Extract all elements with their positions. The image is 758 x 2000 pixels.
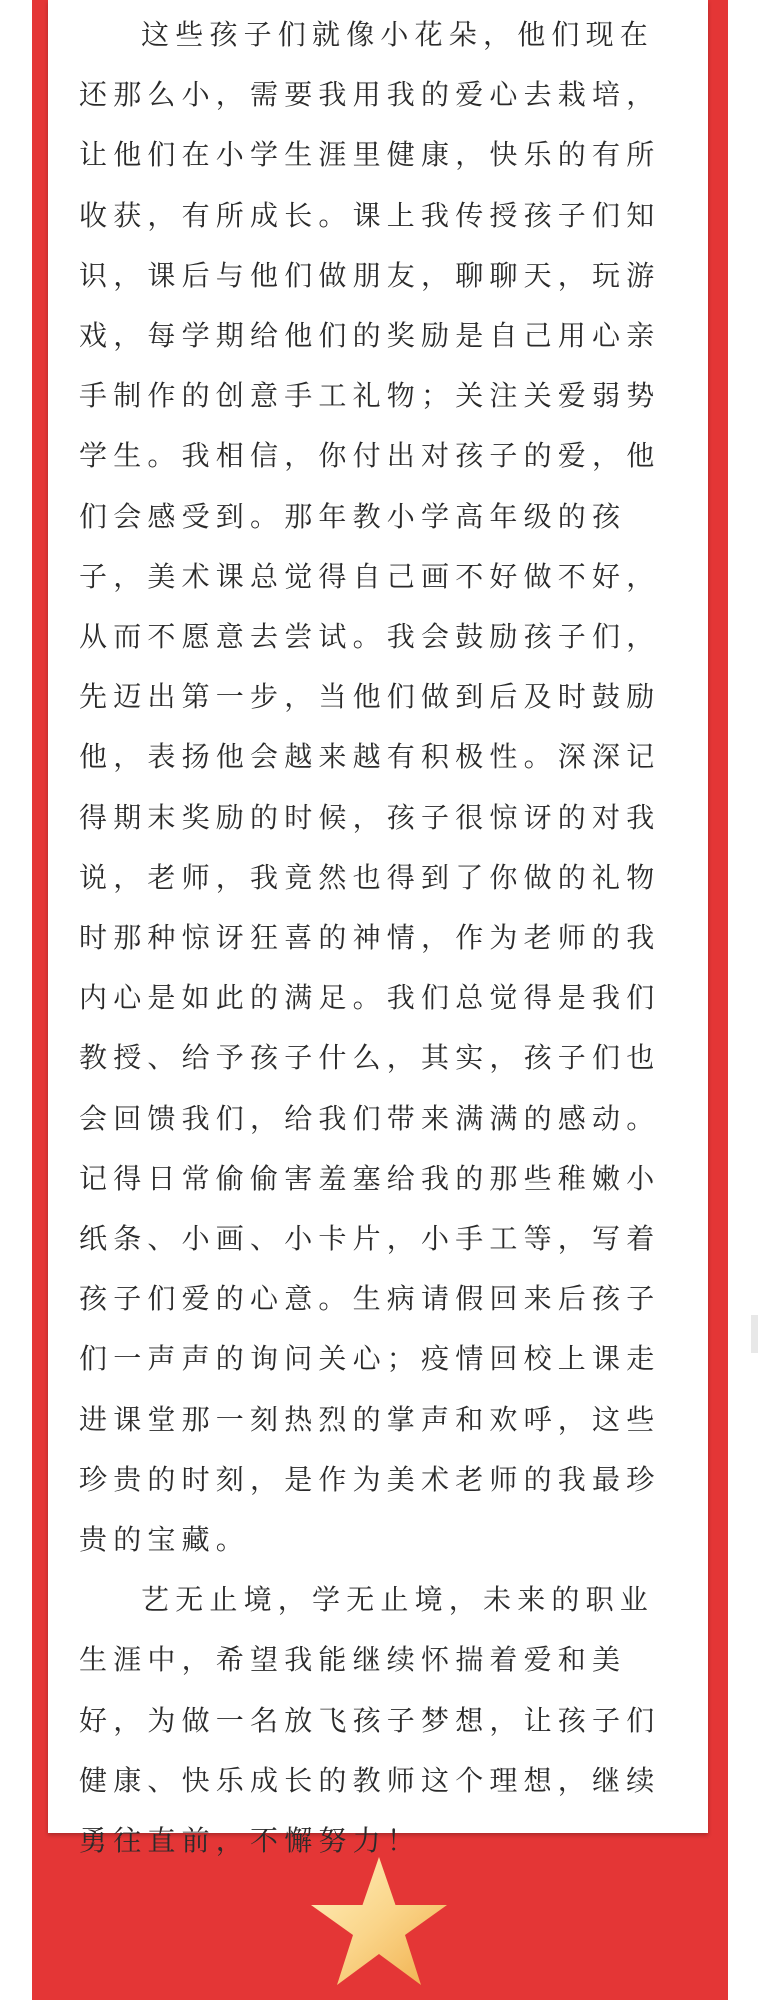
paragraph-2: 艺无止境，学无止境，未来的职业生涯中，希望我能继续怀揣着爱和美好，为做一名放飞孩子梦想，让孩子们健康、快乐成长的教师这个理想，继续勇往直前，不懈努力！: [79, 1583, 661, 1858]
star-icon: [308, 1855, 450, 1990]
paragraph-1: 这些孩子们就像小花朵，他们现在还那么小，需要我用我的爱心去栽培，让他们在小学生涯里健康，快乐的有所收获，有所成长。课上我传授孩子们知识，课后与他们做朋友，聊聊天，玩游戏，每学期给他们的奖励是自己用心亲手制作的创意手工礼物；关注关爱弱势学生。我相信，你付出对孩子的爱，他们会感受到。那年教小学高年级的孩子，美术课总觉得自己画不好做不好，从而不愿意去尝试。我会鼓励孩子们，先迈出第一步，当他们做到后及时鼓励他，表扬他会越来越有积极性。深深记得期末奖励的时候，孩子很惊讶的对我说，老师，我竟然也得到了你做的礼物时那种惊讶狂喜的神情，作为老师的我内心是如此的满足。我们总觉得是我们教授、给予孩子什么，其实，孩子们也会回馈我们，给我们带来满满的感动。记得日常偷偷害羞塞给我的那些稚嫩小纸条、小画、小卡片，小手工等，写着孩子们爱的心意。生病请假回来后孩子们一声声的询问关心；疫情回校上课走进课堂那一刻热烈的掌声和欢呼，这些珍贵的时刻，是作为美术老师的我最珍贵的宝藏。: [79, 18, 661, 1557]
scroll-indicator[interactable]: [751, 1315, 758, 1353]
article-body: [79, 5, 679, 1871]
